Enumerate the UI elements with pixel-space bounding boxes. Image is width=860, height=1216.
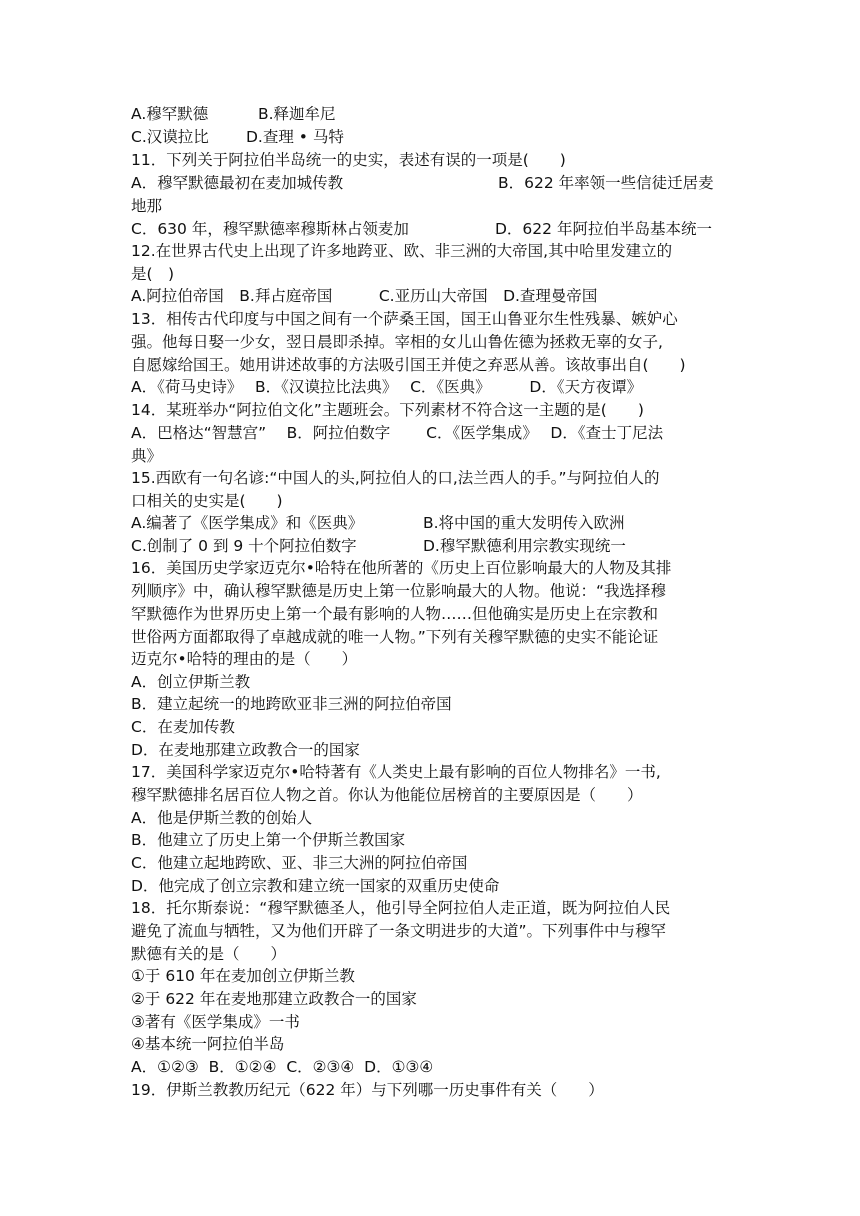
q14-stem: 14．某班举办“阿拉伯文化”主题班会。下列素材不符合这一主题的是( ) <box>131 401 644 419</box>
q18-item-4: ④基本统一阿拉伯半岛 <box>131 1035 285 1053</box>
q15-stem-line-1: 15.西欧有一句名谚:“中国人的头,阿拉伯人的口,法兰西人的手。”与阿拉伯人的 <box>131 469 660 487</box>
q15-option-d: D.穆罕默德利用宗教实现统一 <box>423 537 626 555</box>
q11-option-b-continued: 地那 <box>131 197 163 215</box>
q16-stem-line-5: 迈克尔•哈特的理由的是（ ） <box>131 650 358 668</box>
q17-option-b: B．他建立了历史上第一个伊斯兰教国家 <box>131 831 406 849</box>
q16-stem-line-2: 列顺序》中，确认穆罕默德是历史上第一位影响最大的人物。他说：“我选择穆 <box>131 582 667 600</box>
q13-options: A．《荷马史诗》 B．《汉谟拉比法典》 C．《医典》 D．《天方夜谭》 <box>131 378 643 396</box>
q15-stem-line-2: 口相关的史实是( ) <box>131 492 283 510</box>
q17-stem-line-2: 穆罕默德排名居百位人物之首。你认为他能位居榜首的主要原因是（ ） <box>131 786 643 804</box>
q13-stem-line-2: 强。他每日娶一少女，翌日晨即杀掉。宰相的女儿山鲁佐德为拯救无辜的女子, <box>131 333 663 351</box>
q15-option-a: A.编著了《医学集成》和《医典》 <box>131 514 364 532</box>
q18-item-3: ③著有《医学集成》一书 <box>131 1013 300 1031</box>
q12-options: A.阿拉伯帝国 B.拜占庭帝国 C.亚历山大帝国 D.查理曼帝国 <box>131 287 598 305</box>
q17-option-c: C．他建立起地跨欧、亚、非三大洲的阿拉伯帝国 <box>131 854 468 872</box>
q18-item-1: ①于 610 年在麦加创立伊斯兰教 <box>131 967 355 985</box>
q18-stem-line-1: 18．托尔斯泰说：“穆罕默德圣人，他引导全阿拉伯人走正道，既为阿拉伯人民 <box>131 899 671 917</box>
q17-option-a: A．他是伊斯兰教的创始人 <box>131 809 313 827</box>
q16-option-a: A．创立伊斯兰教 <box>131 673 251 691</box>
q14-options-continued: 典》 <box>131 447 163 465</box>
q15-option-c: C.创制了 0 到 9 十个阿拉伯数字 <box>131 537 357 555</box>
q16-stem-line-4: 世俗两方面都取得了卓越成就的唯一人物。”下列有关穆罕默德的史实不能论证 <box>131 628 659 646</box>
q11-stem: 11．下列关于阿拉伯半岛统一的史实，表述有误的一项是( ) <box>131 151 566 169</box>
q10-option-b: B.释迦牟尼 <box>258 105 336 123</box>
q11-option-b: B．622 年率领一些信徒迁居麦 <box>498 174 714 192</box>
q19-stem: 19．伊斯兰教教历纪元（622 年）与下列哪一历史事件有关（ ） <box>131 1081 604 1099</box>
q12-stem-line-1: 12.在世界古代史上出现了许多地跨亚、欧、非三洲的大帝国,其中哈里发建立的 <box>131 242 673 260</box>
q18-item-2: ②于 622 年在麦地那建立政教合一的国家 <box>131 990 417 1008</box>
q16-option-c: C．在麦加传教 <box>131 718 235 736</box>
q10-option-c: C.汉谟拉比 <box>131 128 209 146</box>
q10-option-a: A.穆罕默德 <box>131 105 209 123</box>
q16-option-d: D．在麦地那建立政教合一的国家 <box>131 741 360 759</box>
q14-options: A．巴格达“智慧宫” B．阿拉伯数字 C．《医学集成》 D．《查士丁尼法 <box>131 424 664 442</box>
q13-stem-line-3: 自愿嫁给国王。她用讲述故事的方法吸引国王并使之弃恶从善。该故事出自( ) <box>131 356 686 374</box>
q17-option-d: D．他完成了创立宗教和建立统一国家的双重历史使命 <box>131 877 500 895</box>
q16-option-b: B．建立起统一的地跨欧亚非三洲的阿拉伯帝国 <box>131 695 452 713</box>
q10-option-d: D.查理 • 马特 <box>246 128 344 146</box>
q18-stem-line-2: 避免了流血与牺牲，又为他们开辟了一条文明进步的大道”。下列事件中与穆罕 <box>131 922 667 940</box>
q18-stem-line-3: 默德有关的是（ ） <box>131 945 287 963</box>
q16-stem-line-3: 罕默德作为世界历史上第一个最有影响的人物……但他确实是历史上在宗教和 <box>131 605 659 623</box>
q11-option-c: C．630 年，穆罕默德率穆斯林占领麦加 <box>131 220 409 238</box>
q16-stem-line-1: 16．美国历史学家迈克尔•哈特在他所著的《历史上百位影响最大的人物及其排 <box>131 559 672 577</box>
q11-option-a: A．穆罕默德最初在麦加城传教 <box>131 174 344 192</box>
q15-option-b: B.将中国的重大发明传入欧洲 <box>423 514 625 532</box>
q11-option-d: D．622 年阿拉伯半岛基本统一 <box>495 220 712 238</box>
q12-stem-line-2: 是( ) <box>131 265 175 283</box>
q18-options: A．①②③ B．①②④ C．②③④ D．①③④ <box>131 1058 434 1076</box>
q17-stem-line-1: 17．美国科学家迈克尔•哈特著有《人类史上最有影响的百位人物排名》一书, <box>131 763 661 781</box>
q13-stem-line-1: 13．相传古代印度与中国之间有一个萨桑王国，国王山鲁亚尔生性残暴、嫉妒心 <box>131 310 678 328</box>
